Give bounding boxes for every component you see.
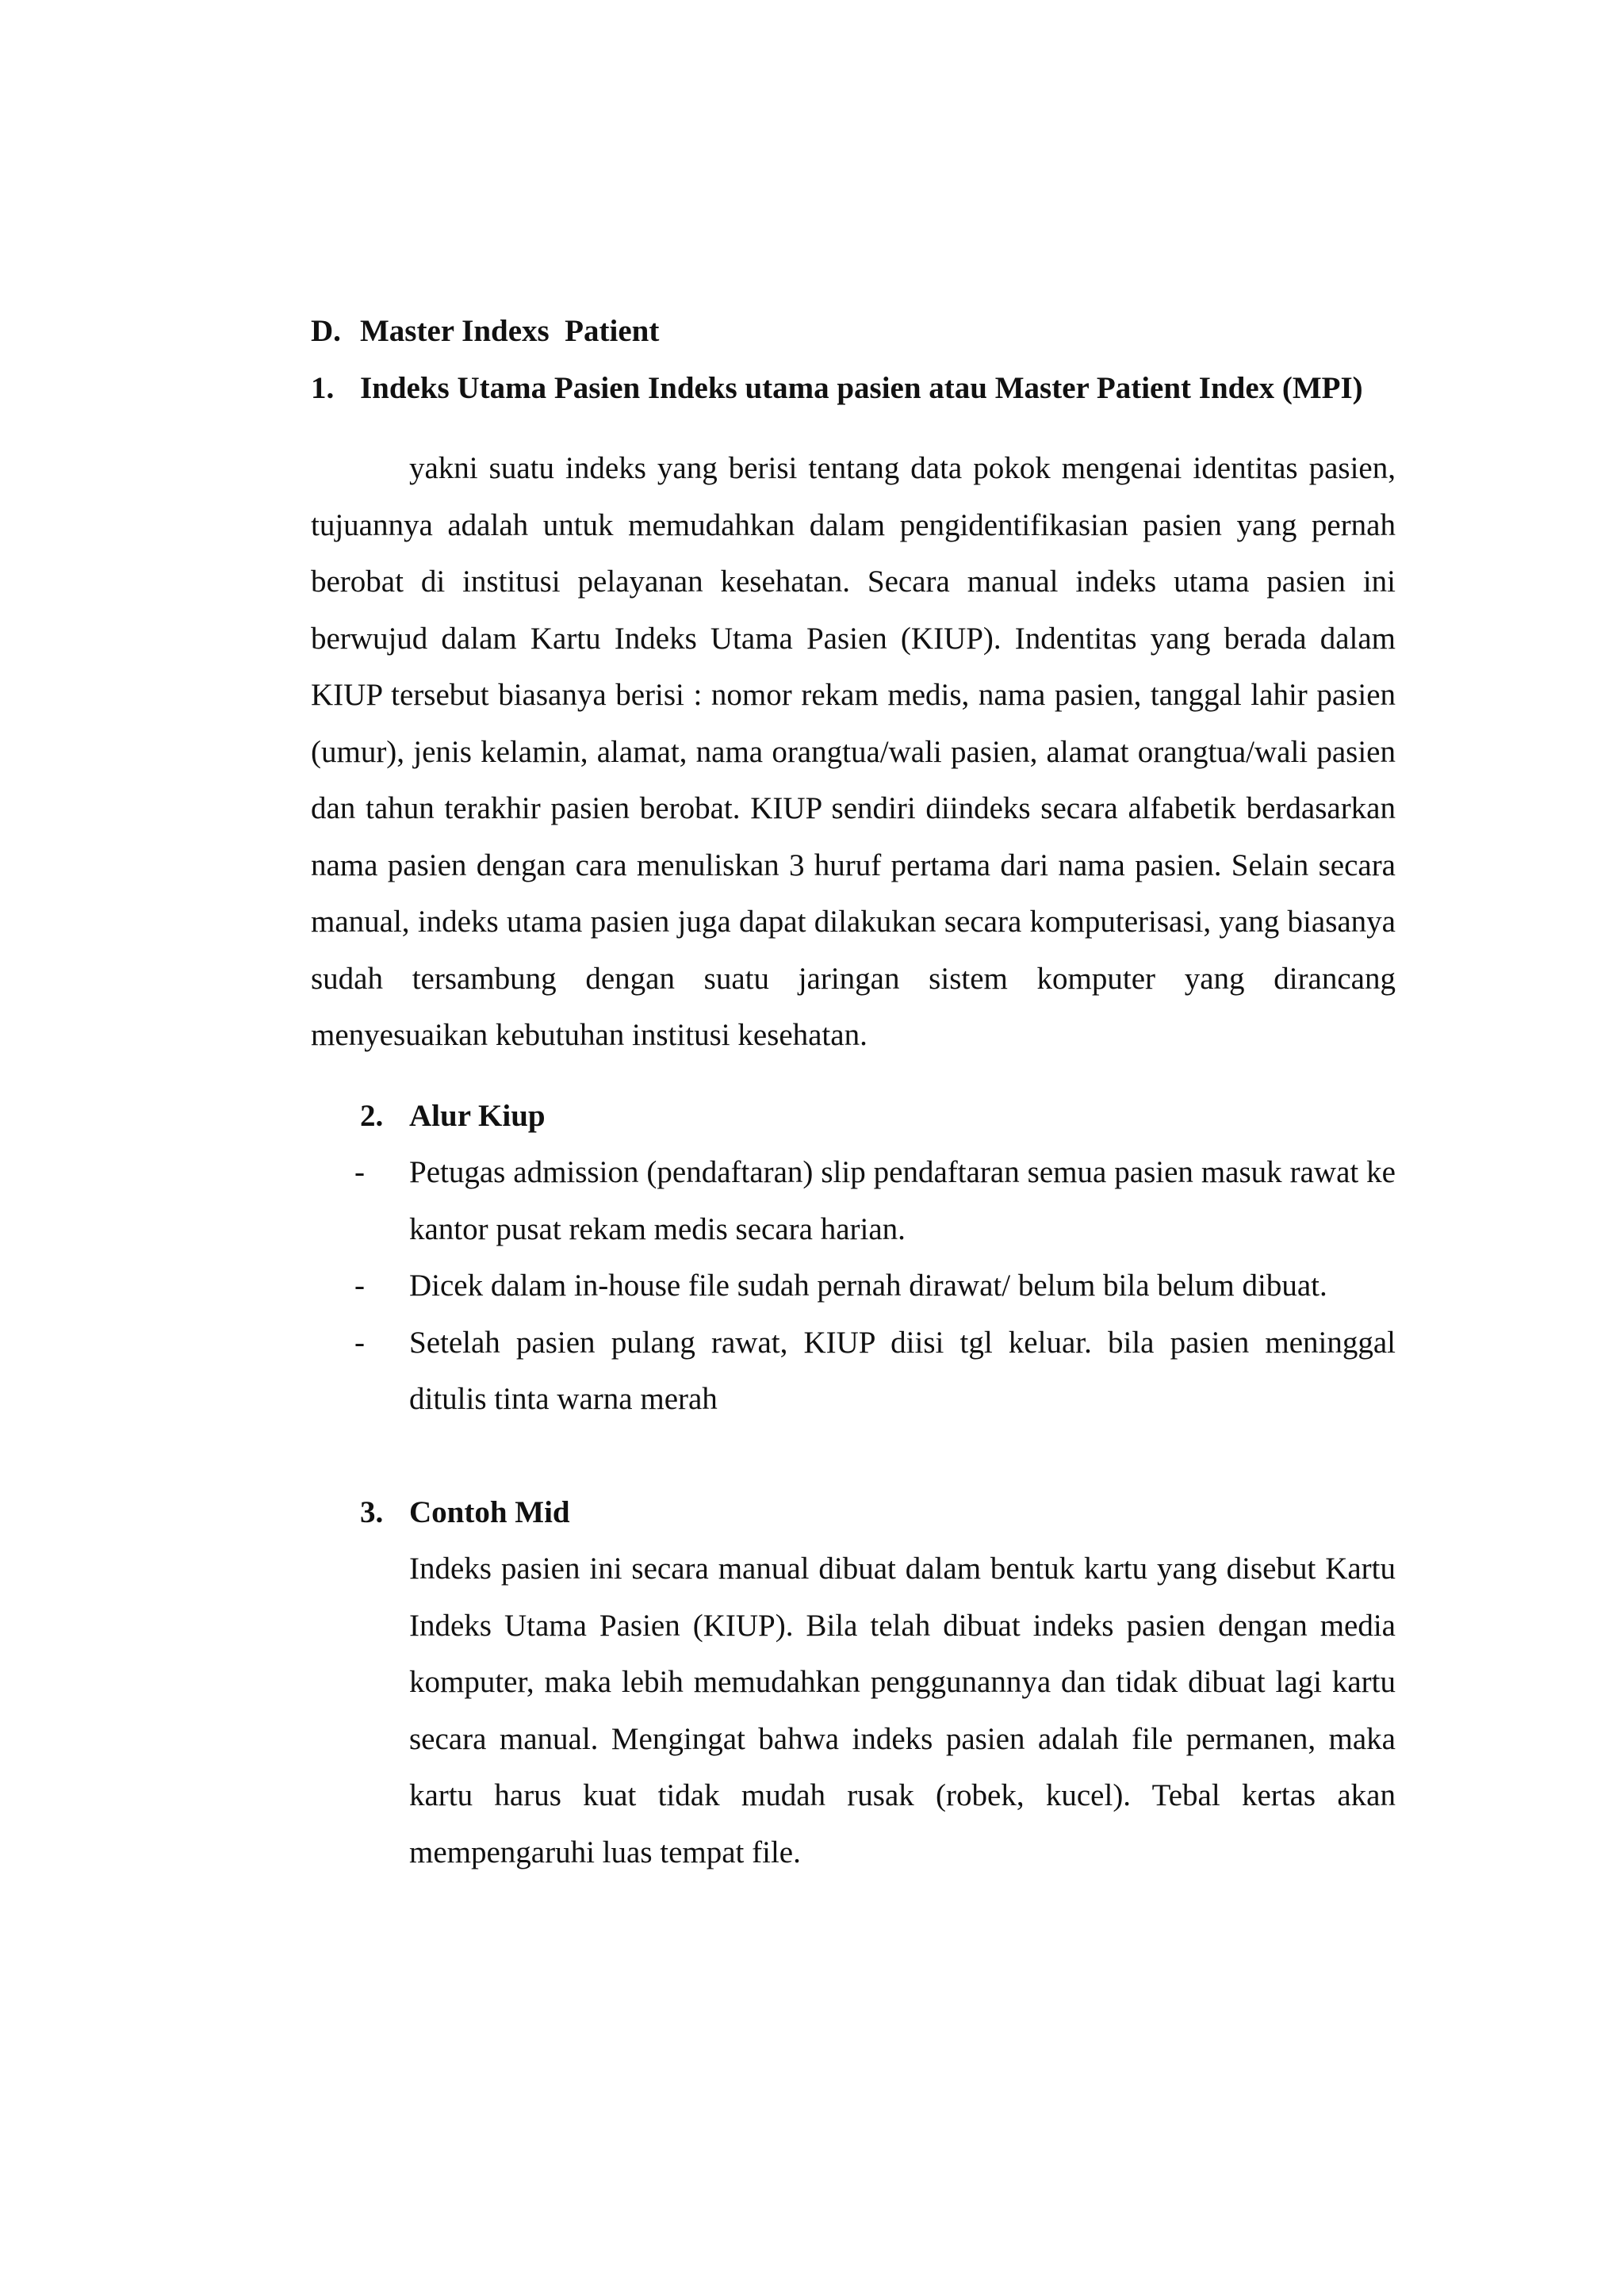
item3-marker: 3. — [360, 1494, 384, 1529]
item3-title: Contoh Mid — [409, 1494, 570, 1529]
bullet-text: Dicek dalam in-house file sudah pernah dirawat/ belum bila belum dibuat. — [409, 1269, 1327, 1303]
item3-paragraph: Indeks pasien ini secara manual dibuat dalam bentuk kartu yang disebut Kartu Indeks Utama Pasien (KIUP). Bila telah dibuat indeks pasien dengan media komputer, maka lebih memudahkan penggunannya dan tidak dibuat lagi kartu secara manual. Mengingat bahwa indeks pasien adalah file permanen, maka kartu harus kuat tidak mudah rusak (robek, kucel). Tebal kertas akan mempengaruhi luas tempat file. — [409, 1552, 1396, 1869]
bullet-marker: - — [354, 1269, 365, 1303]
item3-heading — [360, 1484, 1396, 1541]
item1-title: Indeks Utama Pasien Indeks utama pasien atau Master Patient Index (MPI) — [360, 370, 1363, 405]
item2-heading — [360, 1088, 1396, 1145]
item2-bullet-list — [311, 1144, 1396, 1428]
document-body — [311, 303, 1396, 1881]
section-title: Master Indexs Patient — [360, 314, 660, 348]
list-item — [354, 1314, 1396, 1428]
section-heading — [311, 303, 1396, 360]
bullet-marker: - — [354, 1155, 365, 1189]
bullet-marker: - — [354, 1325, 365, 1360]
item2-title: Alur Kiup — [409, 1098, 546, 1133]
item1-paragraph: yakni suatu indeks yang berisi tentang data pokok mengenai identitas pasien, tujuannya adalah untuk memudahkan dalam pengidentifikasian pasien yang pernah berobat di institusi pelayanan kesehatan. Secara manual indeks utama pasien ini berwujud dalam Kartu Indeks Utama Pasien (KIUP). Indentitas yang berada dalam KIUP tersebut biasanya berisi : nomor rekam medis, nama pasien, tanggal lahir pasien (umur), jenis kelamin, alamat, nama orangtua/wali pasien, alamat orangtua/wali pasien dan tahun terakhir pasien berobat. KIUP sendiri diindeks secara alfabetik berdasarkan nama pasien dengan cara menuliskan 3 huruf pertama dari nama pasien. Selain secara manual, indeks utama pasien juga dapat dilakukan secara komputerisasi, yang biasanya sudah tersambung dengan suatu jaringan sistem komputer yang dirancang menyesuaikan kebutuhan institusi kesehatan. — [311, 451, 1396, 1052]
item1-heading — [311, 360, 1396, 417]
item2-marker: 2. — [360, 1098, 384, 1133]
bullet-text: Setelah pasien pulang rawat, KIUP diisi tgl keluar. bila pasien meninggal ditulis tinta warna merah — [409, 1325, 1396, 1416]
section-marker: D. — [311, 314, 341, 348]
bullet-text: Petugas admission (pendaftaran) slip pendaftaran semua pasien masuk rawat ke kantor pusat rekam medis secara harian. — [409, 1155, 1396, 1246]
item1-marker: 1. — [311, 370, 335, 405]
list-item — [354, 1144, 1396, 1257]
list-item — [354, 1257, 1396, 1314]
